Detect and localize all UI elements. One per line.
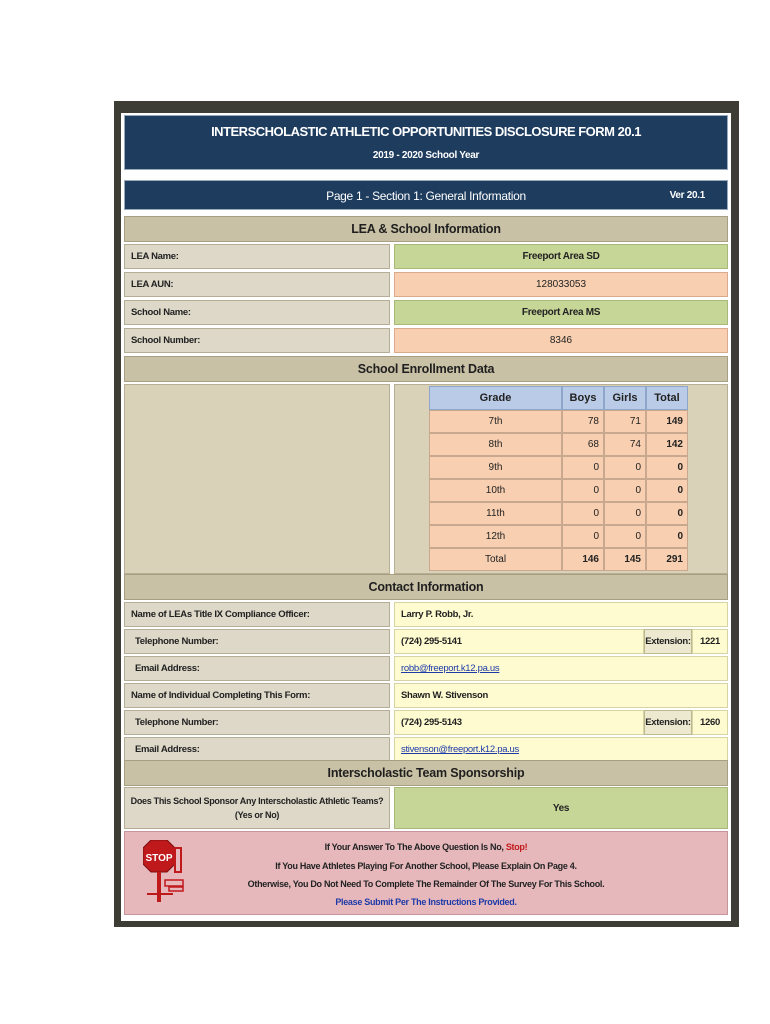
grade-cell: 11th [429,502,562,525]
officer-phone-label: Telephone Number: [124,629,390,654]
contact-section-header: Contact Information [124,574,728,600]
officer-extension-field[interactable]: 1221 [692,629,728,654]
form-sheet [121,113,731,921]
officer-email-field[interactable] [394,656,728,681]
boys-cell[interactable]: 78 [562,410,604,433]
notice-line-3: Otherwise, You Do Not Need To Complete The Remainder Of The Survey For This School. [247,879,605,889]
completer-name-field[interactable]: Shawn W. Stivenson [394,683,728,708]
section-banner [124,180,728,210]
girls-header: Girls [604,386,646,410]
grade-total-cell: Total [429,548,562,571]
officer-email-link[interactable]: robb@freeport.k12.pa.us [401,663,500,674]
girls-cell[interactable]: 0 [604,479,646,502]
girls-cell[interactable]: 0 [604,502,646,525]
grade-cell: 8th [429,433,562,456]
school-year: 2019 - 2020 School Year [372,150,480,161]
sponsorship-question [124,787,390,829]
school-number-value[interactable]: 8346 [394,328,728,353]
girls-cell[interactable]: 0 [604,525,646,548]
notice-line-2: If You Have Athletes Playing For Another School, Please Explain On Page 4. [275,861,577,871]
total-cell: 0 [646,479,688,502]
lea-name-label: LEA Name: [124,244,390,269]
notice-panel [124,831,728,915]
enrollment-left-panel [124,384,390,574]
form-frame [114,101,739,927]
boys-cell[interactable]: 68 [562,433,604,456]
officer-phone-field[interactable]: (724) 295-5141 [394,629,644,654]
sponsorship-answer-field[interactable]: Yes [394,787,728,829]
total-cell: 0 [646,456,688,479]
boys-cell[interactable]: 0 [562,525,604,548]
notice-line-4: Please Submit Per The Instructions Provided. [335,897,517,907]
form-title: INTERSCHOLASTIC ATHLETIC OPPORTUNITIES DISCLOSURE FORM 20.1 [211,124,641,139]
school-name-label: School Name: [124,300,390,325]
sponsorship-section-header: Interscholastic Team Sponsorship [124,760,728,786]
total-cell: 149 [646,410,688,433]
total-cell: 142 [646,433,688,456]
grade-cell: 10th [429,479,562,502]
page-section-label: Page 1 - Section 1: General Information [326,189,526,203]
completer-email-field[interactable] [394,737,728,762]
stop-word: Stop! [505,842,528,852]
completer-label: Name of Individual Completing This Form: [124,683,390,708]
notice-line-1 [125,842,727,852]
boys-cell[interactable]: 0 [562,479,604,502]
officer-label: Name of LEAs Title IX Compliance Officer: [124,602,390,627]
lea-aun-value[interactable]: 128033053 [394,272,728,297]
boys-cell[interactable]: 0 [562,456,604,479]
enrollment-section-header: School Enrollment Data [124,356,728,382]
grade-cell: 9th [429,456,562,479]
boys-header: Boys [562,386,604,410]
title-banner [124,115,728,170]
completer-email-link[interactable]: stivenson@freeport.k12.pa.us [401,744,519,755]
girls-cell[interactable]: 71 [604,410,646,433]
grand-total-cell: 291 [646,548,688,571]
version-label: Ver 20.1 [669,190,705,201]
boys-cell[interactable]: 0 [562,502,604,525]
school-number-label: School Number: [124,328,390,353]
grade-cell: 7th [429,410,562,433]
sponsorship-question-line1: Does This School Sponsor Any Interscholastic Athletic Teams? [130,796,384,806]
completer-email-label: Email Address: [124,737,390,762]
stop-sign-text: STOP [145,853,173,864]
completer-phone-label: Telephone Number: [124,710,390,735]
completer-phone-field[interactable]: (724) 295-5143 [394,710,644,735]
grade-cell: 12th [429,525,562,548]
enrollment-table [429,386,698,572]
completer-extension-field[interactable]: 1260 [692,710,728,735]
lea-name-value[interactable]: Freeport Area SD [394,244,728,269]
officer-name-field[interactable]: Larry P. Robb, Jr. [394,602,728,627]
boys-total-cell: 146 [562,548,604,571]
girls-cell[interactable]: 0 [604,456,646,479]
girls-total-cell: 145 [604,548,646,571]
officer-extension-label: Extension: [644,629,692,654]
total-header: Total [646,386,688,410]
school-name-value[interactable]: Freeport Area MS [394,300,728,325]
girls-cell[interactable]: 74 [604,433,646,456]
total-cell: 0 [646,502,688,525]
notice-line-1-text: If Your Answer To The Above Question Is No, [324,842,506,852]
officer-email-label: Email Address: [124,656,390,681]
completer-extension-label: Extension: [644,710,692,735]
lea-aun-label: LEA AUN: [124,272,390,297]
grade-header: Grade [429,386,562,410]
sponsorship-question-line2: (Yes or No) [234,810,280,820]
total-cell: 0 [646,525,688,548]
lea-section-header: LEA & School Information [124,216,728,242]
